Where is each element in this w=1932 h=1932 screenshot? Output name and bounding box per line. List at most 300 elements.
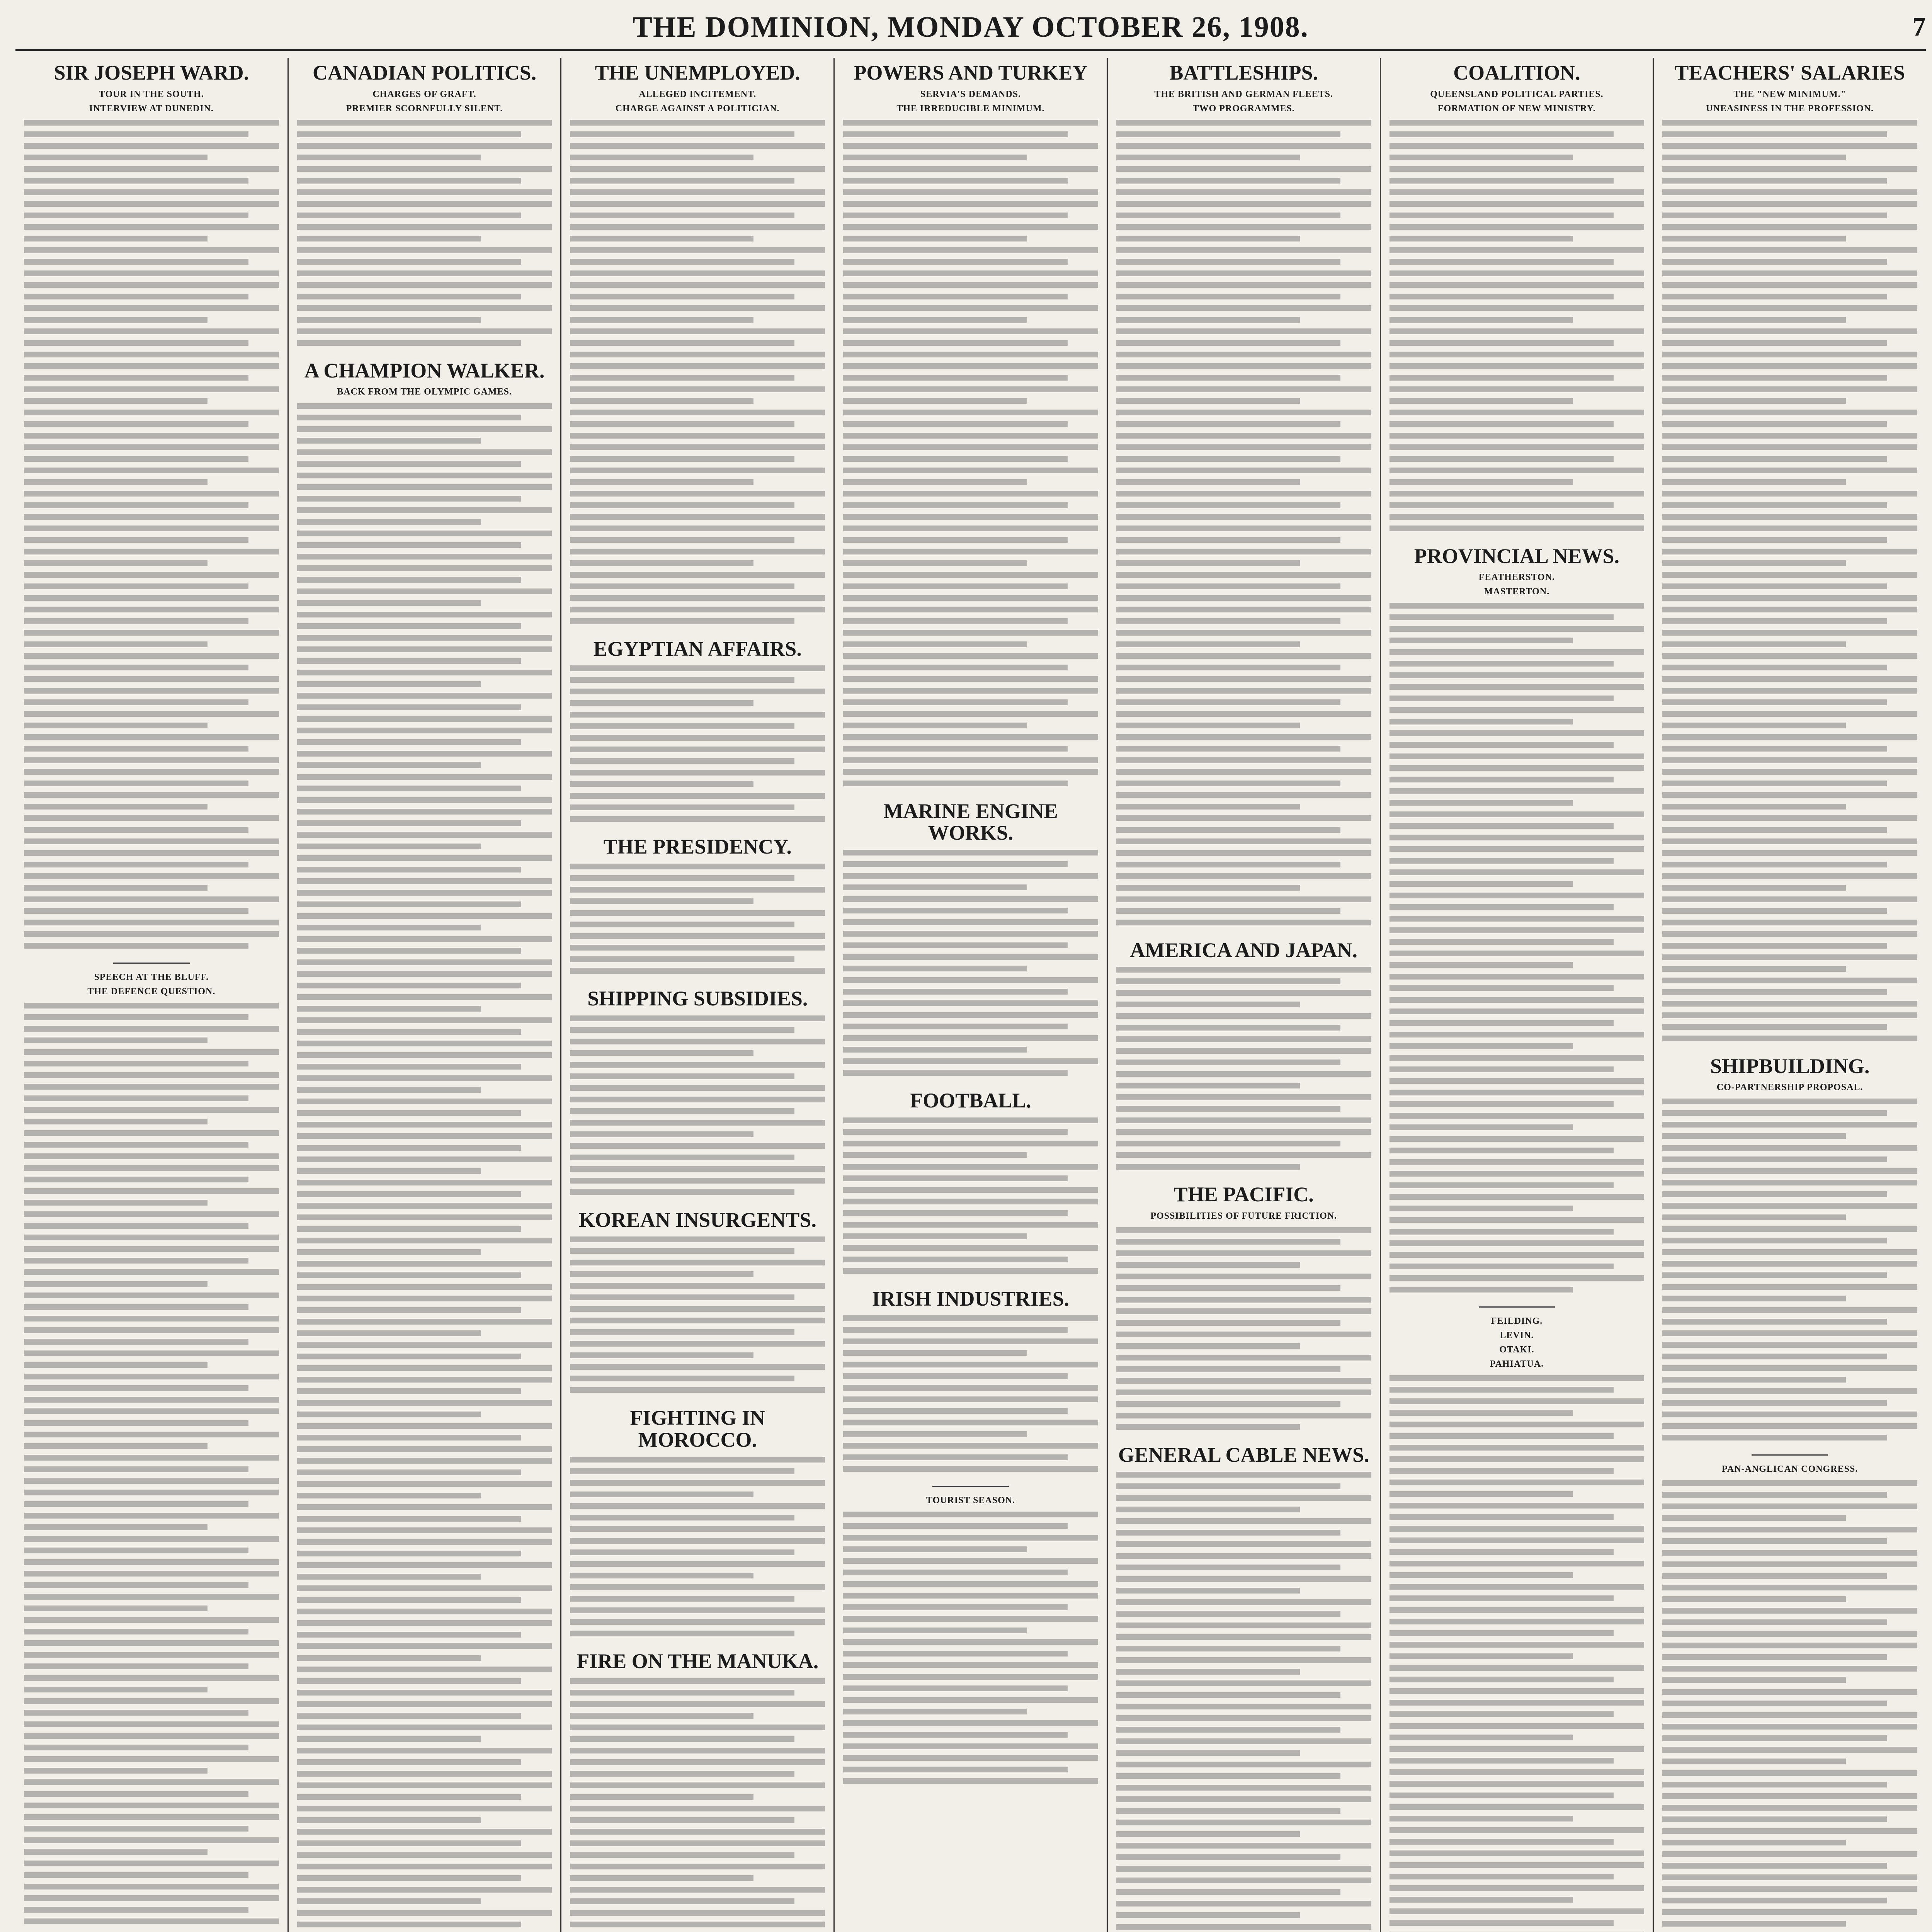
text-line bbox=[843, 155, 1027, 160]
text-line bbox=[843, 213, 1068, 218]
text-line bbox=[843, 1257, 1068, 1262]
text-line bbox=[1116, 920, 1371, 925]
article-headline: A CHAMPION WALKER. bbox=[304, 359, 545, 382]
text-line bbox=[570, 1910, 825, 1916]
text-line bbox=[1662, 317, 1846, 323]
article bbox=[1389, 62, 1645, 531]
text-line bbox=[843, 1245, 1098, 1251]
text-line bbox=[24, 850, 279, 856]
text-line bbox=[24, 1049, 279, 1055]
text-line bbox=[1389, 1793, 1614, 1798]
text-line bbox=[1116, 1576, 1371, 1582]
text-line bbox=[570, 1771, 794, 1777]
text-line bbox=[570, 595, 825, 601]
text-line bbox=[570, 956, 794, 962]
text-line bbox=[24, 827, 248, 833]
text-line bbox=[24, 201, 279, 207]
text-line bbox=[570, 1039, 825, 1044]
text-line bbox=[570, 282, 825, 288]
text-line bbox=[297, 588, 552, 594]
text-line bbox=[570, 120, 825, 126]
text-line bbox=[570, 1271, 753, 1277]
text-line bbox=[1116, 688, 1371, 694]
text-line bbox=[1389, 155, 1573, 160]
article-subheading: CHARGES OF GRAFT. bbox=[372, 89, 476, 99]
text-line bbox=[843, 1175, 1068, 1181]
text-line bbox=[1116, 1553, 1371, 1559]
column-6 bbox=[1380, 58, 1653, 1932]
text-line bbox=[1116, 1692, 1341, 1698]
text-line bbox=[1116, 1320, 1341, 1326]
text-line bbox=[1389, 1182, 1614, 1188]
text-line bbox=[1116, 1878, 1371, 1883]
text-line bbox=[297, 855, 552, 861]
text-line bbox=[297, 178, 522, 184]
text-line bbox=[843, 954, 1098, 960]
text-line bbox=[843, 305, 1098, 311]
text-line bbox=[1389, 1862, 1645, 1868]
text-line bbox=[1662, 456, 1887, 462]
article bbox=[1116, 1184, 1371, 1430]
article bbox=[297, 360, 552, 1932]
text-line bbox=[570, 294, 794, 299]
text-line bbox=[1389, 166, 1645, 172]
text-line bbox=[1662, 514, 1917, 520]
text-line bbox=[843, 1593, 1098, 1599]
article-subheading: FORMATION OF NEW MINISTRY. bbox=[1437, 103, 1596, 114]
text-line bbox=[297, 415, 522, 420]
text-line bbox=[1389, 1009, 1645, 1014]
text-line bbox=[297, 1609, 552, 1614]
text-line bbox=[297, 542, 522, 548]
text-line bbox=[1116, 294, 1341, 299]
text-line bbox=[570, 968, 825, 974]
text-line bbox=[843, 723, 1027, 728]
text-line bbox=[843, 1024, 1068, 1029]
text-line bbox=[1662, 224, 1917, 230]
text-line bbox=[297, 1423, 552, 1429]
text-line bbox=[843, 1141, 1098, 1146]
text-line bbox=[297, 1771, 552, 1777]
text-line bbox=[570, 887, 825, 893]
text-line bbox=[297, 820, 522, 826]
text-line bbox=[24, 641, 207, 647]
text-line bbox=[1662, 1712, 1917, 1718]
text-line bbox=[1389, 1078, 1645, 1084]
text-line bbox=[1662, 1307, 1917, 1313]
text-line bbox=[1662, 1377, 1846, 1383]
text-line bbox=[1662, 1261, 1917, 1267]
text-line bbox=[1662, 781, 1887, 786]
text-line bbox=[297, 519, 481, 525]
text-line bbox=[843, 1616, 1098, 1622]
text-line bbox=[1389, 421, 1614, 427]
text-line bbox=[843, 896, 1098, 902]
text-line bbox=[843, 1732, 1068, 1738]
text-line bbox=[1662, 479, 1846, 485]
text-line bbox=[24, 653, 279, 659]
text-line bbox=[24, 537, 248, 543]
text-line bbox=[1662, 885, 1846, 891]
text-line bbox=[1389, 1537, 1645, 1543]
text-line bbox=[1662, 688, 1917, 694]
text-line bbox=[1116, 1889, 1341, 1895]
text-line bbox=[1662, 236, 1846, 242]
text-line bbox=[1116, 1152, 1371, 1158]
text-line bbox=[297, 1655, 481, 1661]
text-line bbox=[1662, 270, 1917, 276]
text-line bbox=[1116, 1413, 1371, 1418]
text-line bbox=[24, 340, 248, 346]
text-line bbox=[1116, 607, 1371, 612]
text-line bbox=[843, 781, 1068, 786]
article-subheading: FEILDING. bbox=[1491, 1316, 1543, 1327]
text-line bbox=[570, 317, 753, 323]
text-line bbox=[297, 1759, 522, 1765]
text-line bbox=[1116, 270, 1371, 276]
article-subheading: FEATHERSTON. bbox=[1478, 572, 1555, 583]
text-line bbox=[570, 1875, 753, 1881]
text-line bbox=[1116, 1924, 1371, 1930]
text-line bbox=[1389, 1055, 1645, 1061]
text-line bbox=[570, 352, 825, 357]
text-line bbox=[1116, 1106, 1341, 1112]
text-line bbox=[297, 1516, 522, 1522]
text-line bbox=[24, 1895, 279, 1901]
text-line bbox=[570, 1898, 794, 1904]
text-line bbox=[1116, 1025, 1341, 1031]
text-line bbox=[24, 1837, 279, 1843]
text-line bbox=[843, 537, 1068, 543]
text-line bbox=[297, 1725, 552, 1730]
text-line bbox=[1662, 526, 1917, 531]
text-line bbox=[1389, 626, 1645, 632]
text-line bbox=[24, 1814, 279, 1820]
text-line bbox=[1662, 1249, 1917, 1255]
text-line bbox=[843, 850, 1098, 855]
text-line bbox=[1116, 375, 1341, 381]
text-line bbox=[297, 496, 522, 502]
text-line bbox=[1116, 1495, 1371, 1501]
text-line bbox=[843, 143, 1098, 149]
text-line bbox=[1662, 1423, 1917, 1429]
text-line bbox=[24, 1211, 279, 1217]
text-line bbox=[1662, 1099, 1917, 1104]
text-line bbox=[570, 1619, 825, 1625]
text-line bbox=[843, 665, 1068, 670]
text-line bbox=[297, 1191, 522, 1197]
text-line bbox=[24, 1235, 279, 1240]
text-line bbox=[843, 514, 1098, 520]
text-line bbox=[1116, 1366, 1341, 1372]
text-line bbox=[1662, 1747, 1917, 1753]
text-line bbox=[1116, 1854, 1341, 1860]
text-line bbox=[297, 1690, 552, 1696]
text-line bbox=[1116, 1308, 1371, 1314]
text-line bbox=[24, 1084, 279, 1090]
text-line bbox=[297, 1632, 522, 1638]
text-line bbox=[297, 1330, 481, 1336]
text-line bbox=[24, 1687, 207, 1692]
text-line bbox=[570, 398, 753, 404]
text-line bbox=[1389, 1595, 1614, 1601]
article-headline: COALITION. bbox=[1453, 61, 1580, 84]
text-line bbox=[1389, 1194, 1645, 1200]
text-line bbox=[1389, 375, 1614, 381]
text-line bbox=[570, 363, 825, 369]
text-line bbox=[1389, 247, 1645, 253]
text-line bbox=[297, 1110, 522, 1116]
text-line bbox=[1662, 421, 1887, 427]
text-line bbox=[1116, 746, 1341, 752]
text-line bbox=[1662, 1168, 1917, 1174]
text-line bbox=[843, 1709, 1027, 1714]
text-line bbox=[1662, 1296, 1846, 1301]
text-line bbox=[1389, 1217, 1645, 1223]
text-line bbox=[1662, 1480, 1917, 1486]
text-line bbox=[297, 994, 552, 1000]
text-line bbox=[1116, 595, 1371, 601]
text-line bbox=[1662, 989, 1887, 995]
text-line bbox=[1389, 777, 1614, 782]
text-line bbox=[24, 1826, 248, 1832]
text-line bbox=[1389, 753, 1645, 759]
text-line bbox=[843, 861, 1068, 867]
text-line bbox=[843, 560, 1027, 566]
text-line bbox=[1389, 1920, 1614, 1926]
text-line bbox=[1389, 1514, 1614, 1520]
text-line bbox=[843, 1199, 1098, 1204]
text-line bbox=[570, 1690, 794, 1696]
text-line bbox=[1662, 734, 1917, 740]
text-line bbox=[1389, 1240, 1645, 1246]
text-line bbox=[24, 1142, 248, 1148]
text-line bbox=[1116, 781, 1341, 786]
text-line bbox=[843, 1129, 1068, 1135]
article-headline: FIRE ON THE MANUKA. bbox=[577, 1649, 819, 1673]
text-line bbox=[24, 1756, 279, 1762]
text-line bbox=[24, 630, 279, 636]
text-line bbox=[1389, 479, 1573, 485]
article-headline: BATTLESHIPS. bbox=[1169, 61, 1318, 84]
text-line bbox=[297, 1238, 552, 1243]
text-line bbox=[1116, 815, 1371, 821]
article-headline: THE PACIFIC. bbox=[1173, 1183, 1314, 1206]
text-line bbox=[297, 1504, 552, 1510]
text-line bbox=[1389, 997, 1645, 1003]
article bbox=[843, 1486, 1098, 1784]
text-line bbox=[570, 1294, 794, 1300]
text-line bbox=[1662, 838, 1917, 844]
text-line bbox=[1389, 1839, 1614, 1845]
text-line bbox=[1389, 1264, 1614, 1269]
text-line bbox=[1662, 896, 1917, 902]
text-line bbox=[1116, 386, 1371, 392]
text-line bbox=[24, 838, 279, 844]
text-line bbox=[1116, 1773, 1341, 1779]
text-line bbox=[1662, 386, 1917, 392]
text-line bbox=[24, 931, 279, 937]
article-headline: SHIPPING SUBSIDIES. bbox=[587, 987, 808, 1010]
text-line bbox=[570, 1318, 825, 1323]
text-line bbox=[843, 1755, 1098, 1761]
text-line bbox=[1389, 201, 1645, 207]
text-line bbox=[1116, 1274, 1371, 1279]
text-line bbox=[1662, 1319, 1887, 1325]
text-line bbox=[570, 747, 825, 752]
text-line bbox=[1662, 491, 1917, 497]
text-line bbox=[843, 259, 1068, 265]
text-line bbox=[1116, 189, 1371, 195]
text-line bbox=[1116, 1239, 1341, 1245]
text-line bbox=[570, 1806, 825, 1811]
text-line bbox=[1116, 1808, 1341, 1814]
text-line bbox=[24, 595, 279, 601]
text-line bbox=[843, 618, 1068, 624]
article bbox=[1389, 545, 1645, 1293]
text-line bbox=[843, 1454, 1068, 1460]
text-line bbox=[570, 583, 794, 589]
text-line bbox=[1389, 1229, 1614, 1235]
text-line bbox=[297, 1307, 522, 1313]
text-line bbox=[1662, 1238, 1887, 1243]
text-line bbox=[24, 1281, 207, 1287]
article-subheading: CO-PARTNERSHIP PROPOSAL. bbox=[1716, 1082, 1863, 1093]
text-line bbox=[24, 155, 207, 160]
text-line bbox=[24, 421, 248, 427]
text-line bbox=[1389, 294, 1614, 299]
text-line bbox=[843, 131, 1068, 137]
text-line bbox=[24, 1768, 207, 1774]
text-line bbox=[570, 1178, 825, 1184]
text-line bbox=[297, 971, 552, 977]
text-line bbox=[1389, 823, 1614, 829]
text-line bbox=[843, 1443, 1098, 1449]
text-line bbox=[843, 572, 1098, 578]
text-line bbox=[843, 607, 1098, 612]
text-line bbox=[297, 1342, 552, 1348]
text-line bbox=[570, 213, 794, 218]
text-line bbox=[1116, 1002, 1300, 1007]
article-subheading: PAN-ANGLICAN CONGRESS. bbox=[1722, 1464, 1858, 1475]
text-line bbox=[570, 1503, 825, 1509]
text-line bbox=[1116, 978, 1341, 984]
text-line bbox=[1662, 131, 1887, 137]
text-line bbox=[843, 328, 1098, 334]
text-line bbox=[24, 166, 279, 172]
text-line bbox=[297, 328, 552, 334]
text-line bbox=[297, 1620, 552, 1626]
text-line bbox=[297, 1794, 522, 1800]
text-line bbox=[1116, 1738, 1371, 1744]
text-line bbox=[1389, 707, 1645, 713]
text-line bbox=[297, 213, 522, 218]
text-line bbox=[1116, 1541, 1371, 1547]
text-line bbox=[24, 1710, 248, 1716]
text-line bbox=[1662, 1782, 1887, 1787]
article-subheading: POSSIBILITIES OF FUTURE FRICTION. bbox=[1150, 1211, 1337, 1221]
text-line bbox=[843, 1268, 1098, 1274]
text-line bbox=[570, 1887, 825, 1893]
text-line bbox=[1662, 294, 1887, 299]
text-line bbox=[1389, 282, 1645, 288]
text-line bbox=[1389, 131, 1614, 137]
text-line bbox=[1116, 502, 1341, 508]
text-line bbox=[1116, 1704, 1371, 1709]
text-line bbox=[1662, 1272, 1887, 1278]
text-line bbox=[843, 1604, 1068, 1610]
text-line bbox=[297, 1412, 481, 1417]
text-line bbox=[1389, 951, 1645, 956]
text-line bbox=[1662, 1874, 1917, 1880]
text-line bbox=[297, 867, 522, 872]
text-line bbox=[843, 1047, 1027, 1053]
text-line bbox=[297, 890, 552, 896]
text-line bbox=[297, 1284, 552, 1290]
text-line bbox=[24, 1072, 279, 1078]
text-line bbox=[570, 1817, 794, 1823]
article bbox=[570, 988, 825, 1195]
text-line bbox=[1116, 804, 1300, 810]
text-line bbox=[1389, 811, 1645, 817]
text-line bbox=[843, 502, 1068, 508]
text-line bbox=[297, 1319, 552, 1325]
text-line bbox=[1662, 862, 1887, 867]
text-line bbox=[1662, 1840, 1846, 1845]
text-line bbox=[843, 1164, 1098, 1170]
text-line bbox=[843, 444, 1098, 450]
text-line bbox=[1662, 1608, 1917, 1614]
text-line bbox=[24, 479, 207, 485]
text-line bbox=[570, 1073, 794, 1079]
text-line bbox=[843, 294, 1068, 299]
text-line bbox=[24, 1536, 279, 1542]
text-line bbox=[843, 977, 1098, 983]
text-line bbox=[297, 704, 522, 710]
text-line bbox=[1662, 1226, 1917, 1232]
text-line bbox=[1389, 788, 1645, 794]
text-line bbox=[297, 259, 522, 265]
text-line bbox=[1662, 630, 1917, 636]
text-line bbox=[297, 1585, 552, 1591]
text-line bbox=[843, 630, 1098, 636]
text-line bbox=[1116, 1820, 1371, 1825]
text-line bbox=[570, 526, 825, 531]
text-line bbox=[843, 1408, 1068, 1414]
text-line bbox=[570, 1248, 794, 1254]
text-line bbox=[1389, 305, 1645, 311]
text-line bbox=[570, 1155, 794, 1160]
text-line bbox=[1662, 502, 1887, 508]
text-line bbox=[570, 922, 794, 927]
text-line bbox=[843, 340, 1068, 346]
text-line bbox=[1662, 815, 1917, 821]
text-line bbox=[1662, 1677, 1846, 1683]
text-line bbox=[297, 1377, 552, 1383]
text-line bbox=[570, 572, 825, 578]
text-line bbox=[1662, 560, 1846, 566]
text-line bbox=[24, 746, 248, 752]
text-line bbox=[1116, 838, 1371, 844]
text-line bbox=[1116, 1646, 1341, 1651]
text-line bbox=[297, 461, 522, 467]
text-line bbox=[1389, 1159, 1645, 1165]
text-line bbox=[570, 700, 753, 706]
text-line bbox=[1662, 537, 1887, 543]
text-line bbox=[297, 1748, 552, 1753]
text-line bbox=[843, 1233, 1027, 1239]
text-line bbox=[1116, 792, 1371, 798]
